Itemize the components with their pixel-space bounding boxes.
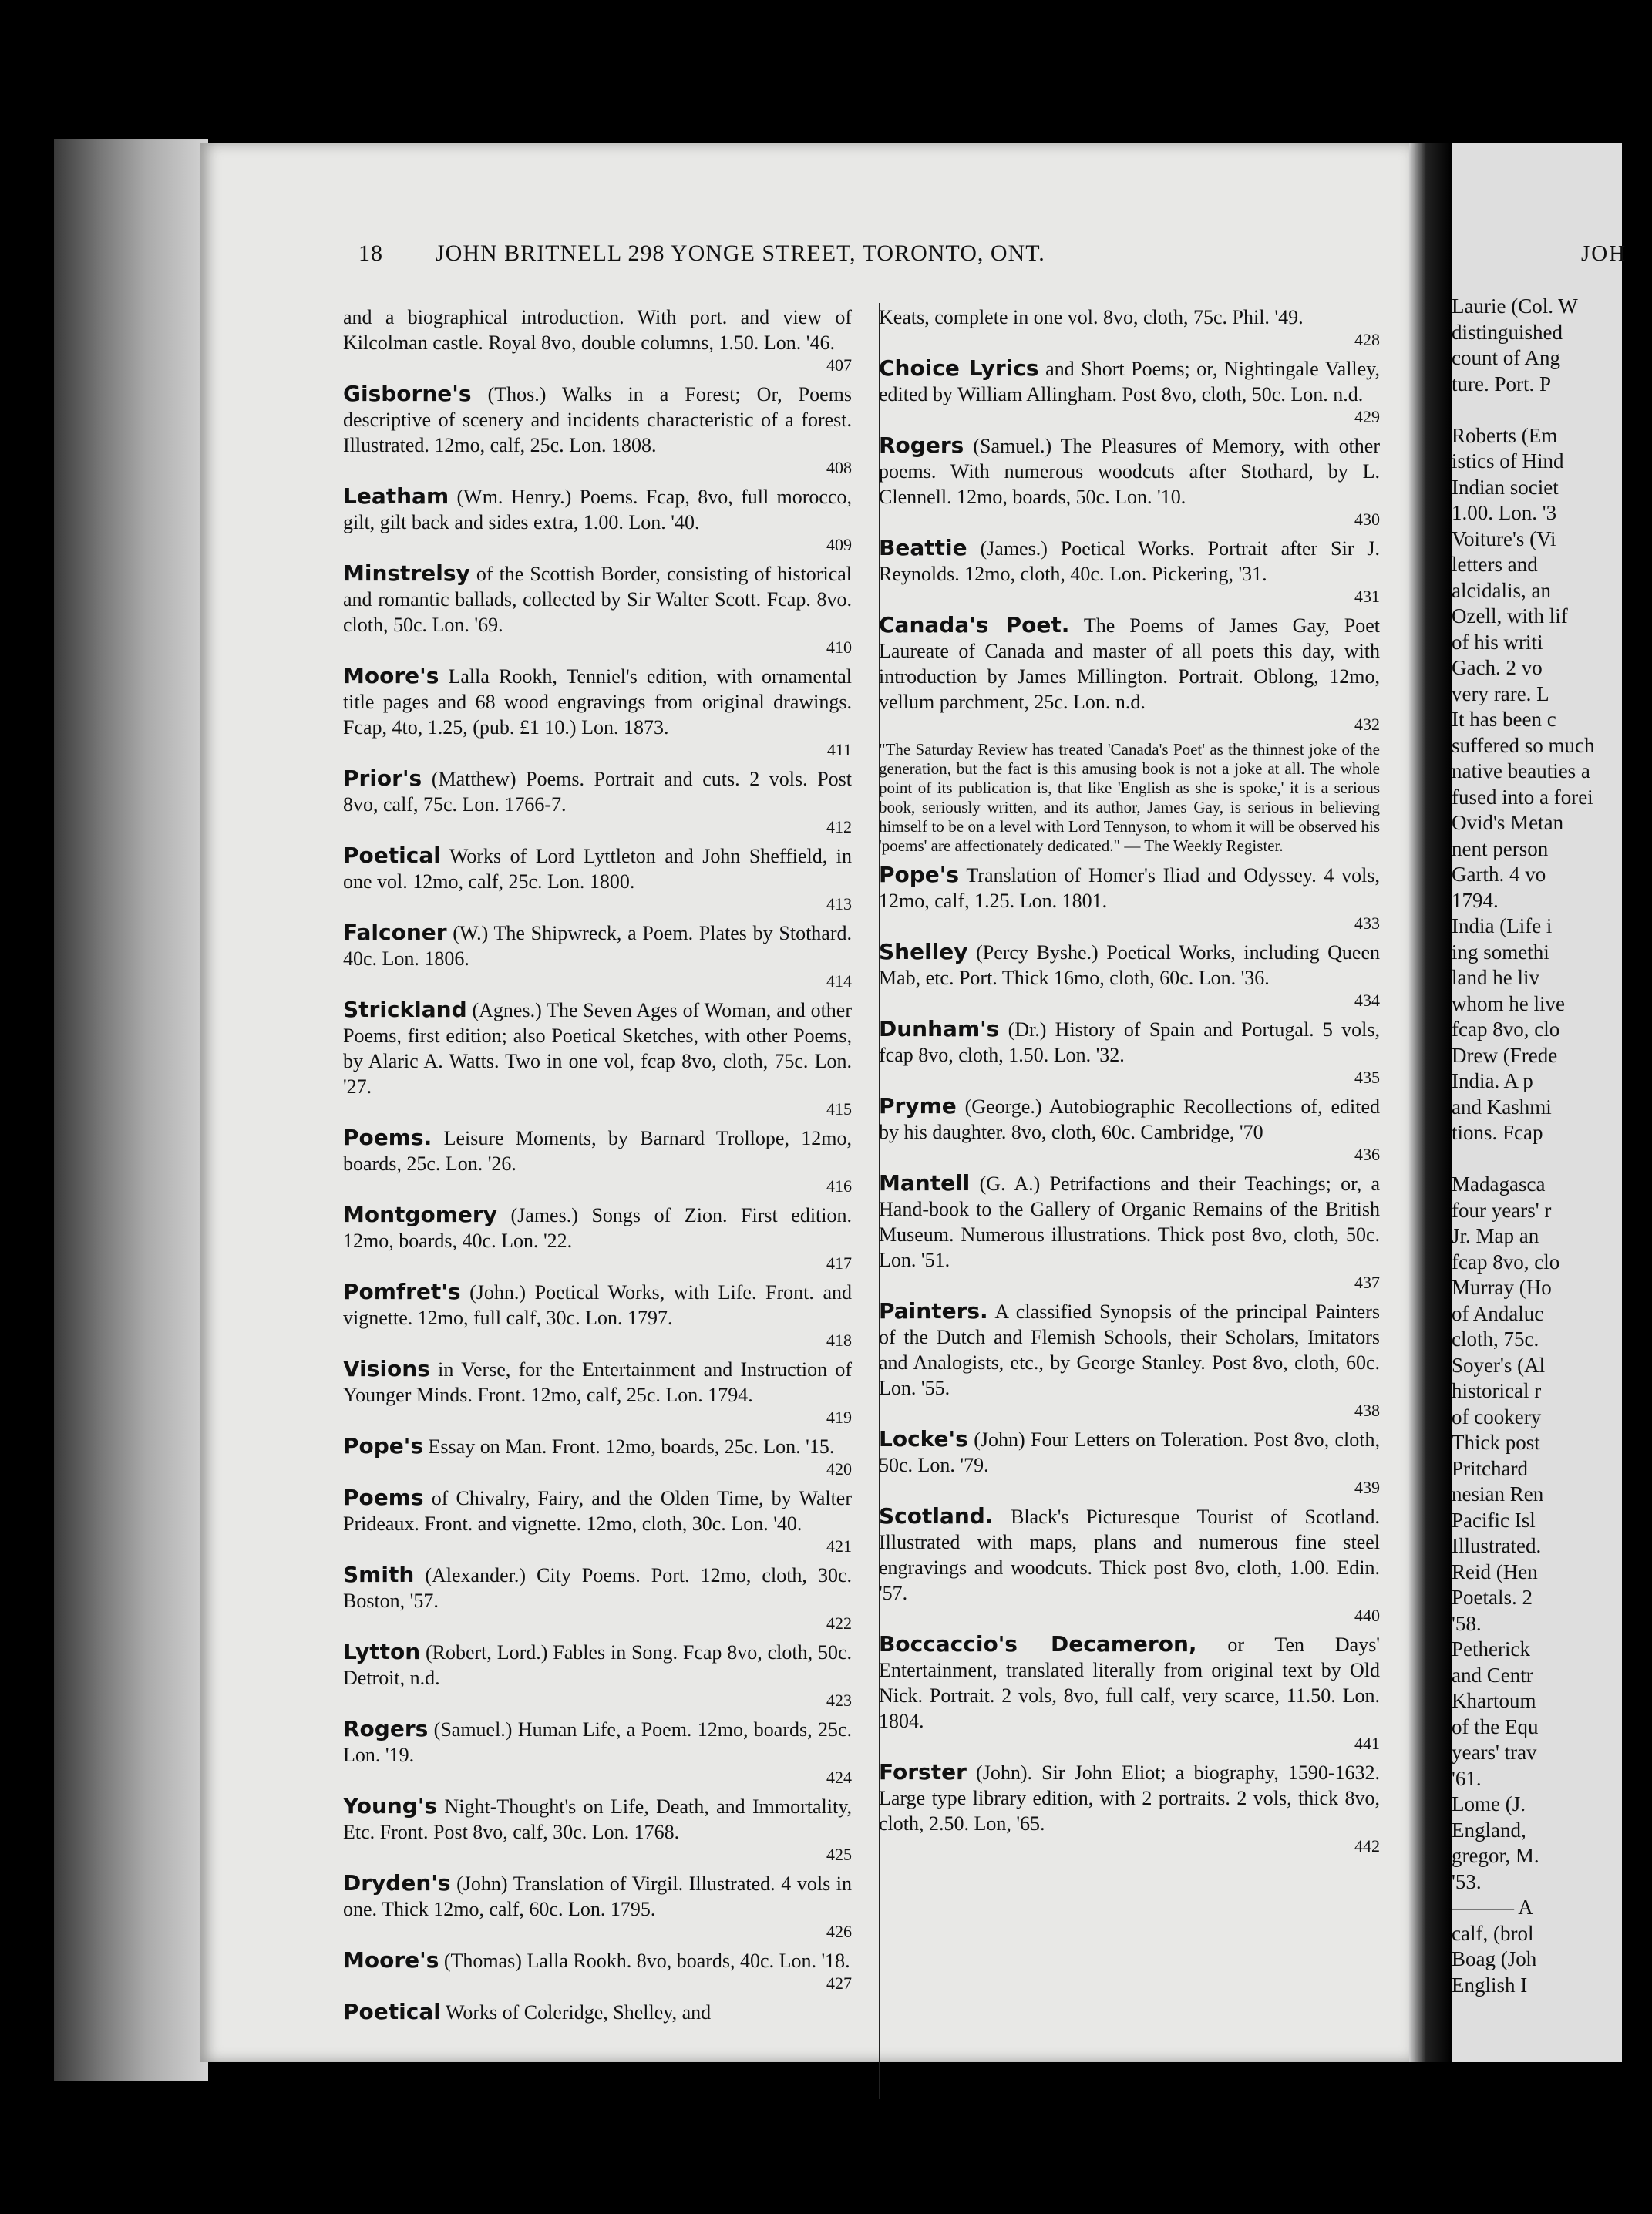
catalogue-entry [879,432,1380,530]
catalogue-entry [343,483,852,555]
review-quote: "The Saturday Review has treated 'Canada's Poet' as the thinnest joke of the generation, but the fact is this amusing book is not a joke at all. The whole point of its publication is, that like 'English as she is spoke,' it is a serious book, seriously written, and its author, James Gay, is serious in believing himself to be on a level with Lord Tennyson, to whom it will be observed his 'poems' are affectionately dedicated." — The Weekly Register. [879,740,1380,855]
catalogue-entry [343,1870,852,1942]
entry-number: 440 [1354,1606,1380,1625]
entry-description: in Verse, for the Entertainment and Instruction of Younger Minds. Front. 12mo, calf, 25c. Lon. 1794. [343,1358,852,1406]
entry-number: 436 [1354,1145,1380,1164]
catalogue-entry [343,305,852,375]
facing-page-column [1452,294,1652,1998]
facing-page-line: Voiture's (Vi [1452,527,1556,550]
entry-description: (Agnes.) The Seven Ages of Woman, and other Poems, first edition; also Poetical Sketches, with other Poems, by Alaric A. Watts. Two in one vol, fcap 8vo, cloth, 75c. Lon. '27. [343,999,852,1098]
entry-description: (Wm. Henry.) Poems. Fcap, 8vo, full morocco, gilt, gilt back and sides extra, 1.00. Lon. '40. [343,486,852,533]
catalogue-entry [343,1999,852,2025]
facing-page-line: of the Equ [1452,1714,1539,1738]
entry-keyword: Young's [343,1793,438,1819]
entry-number: 410 [826,638,852,657]
catalogue-entry [879,612,1380,735]
facing-page-line: England, [1452,1818,1526,1842]
facing-page-line: It has been c [1452,708,1556,731]
facing-page-line: ——— A [1452,1896,1533,1919]
entry-keyword: Forster [879,1759,967,1785]
entry-description: Translation of Homer's Iliad and Odyssey. 4 vols, 12mo, calf, 1.25. Lon. 1801. [879,864,1381,912]
entry-keyword: Falconer [343,920,447,945]
catalogue-entry [343,1639,852,1711]
entry-description: (Robert, Lord.) Fables in Song. Fcap 8vo, cloth, 50c. Detroit, n.d. [343,1641,852,1689]
facing-page-line: Ozell, with lif [1452,604,1568,628]
facing-page-line: of his writi [1452,630,1543,654]
facing-page-line: Roberts (Em [1452,423,1558,447]
entry-number: 407 [826,355,852,375]
entry-keyword: Painters. [879,1298,988,1324]
catalogue-entry [879,1426,1380,1498]
facing-page-line: Boag (Joh [1452,1947,1537,1970]
catalogue-entry [343,1716,852,1788]
entry-number: 411 [826,740,852,759]
facing-page-line: gregor, M. [1452,1844,1539,1867]
entry-description: of Chivalry, Fairy, and the Olden Time, by Walter Prideaux. Front. and vignette. 12mo, cloth, 30c. Lon. '40. [343,1487,852,1535]
entry-keyword: Choice Lyrics [879,355,1039,381]
facing-page-line: '53. [1452,1869,1482,1893]
entry-number: 422 [826,1613,852,1633]
facing-page-line [1452,397,1652,423]
entry-description: (John.) Poetical Works, with Life. Front. and vignette. 12mo, full calf, 30c. Lon. 1797. [343,1281,853,1329]
entry-number: 420 [826,1459,852,1479]
entry-number: 427 [826,1973,852,1993]
facing-page-line: count of Ang [1452,346,1560,369]
entry-keyword: Poetical [343,843,441,868]
entry-keyword: Dryden's [343,1870,451,1896]
facing-page-line: 1.00. Lon. '3 [1452,501,1557,524]
book-gutter [1409,143,1452,2062]
facing-page-line: Madagasca [1452,1173,1546,1196]
entry-number: 425 [826,1845,852,1864]
catalogue-entry [343,560,852,658]
catalogue-entry [343,1433,852,1479]
entry-number: 416 [826,1176,852,1196]
facing-page-line: Illustrated. [1452,1534,1542,1557]
running-header [358,241,1384,271]
right-column [879,305,1380,1862]
entry-keyword: Locke's [879,1426,968,1452]
entry-description: Essay on Man. Front. 12mo, boards, 25c. Lon. '15. [428,1435,835,1458]
facing-page-line: fcap 8vo, clo [1452,1250,1560,1274]
entry-keyword: Beattie [879,535,967,560]
facing-page-line: '58. [1452,1611,1482,1635]
entry-number: 438 [1354,1401,1380,1420]
entry-number: 442 [1354,1836,1380,1856]
facing-page-line: nent person [1452,836,1549,860]
facing-page-line: Poetals. 2 [1452,1586,1533,1609]
entry-keyword: Pryme [879,1093,957,1119]
facing-page-line: India (Life i [1452,914,1553,937]
entry-keyword: Visions [343,1356,430,1381]
running-head-text: JOHN BRITNELL 298 YONGE STREET, TORONTO, ONT. [436,241,1045,266]
entry-keyword: Poems [343,1485,424,1510]
catalogue-entry [343,1279,852,1351]
book-page-edges [54,139,208,2081]
facing-page-line: 1794. [1452,888,1499,912]
catalogue-entry [343,1202,852,1274]
entry-description: (James.) Poetical Works. Portrait after Sir J. Reynolds. 12mo, cloth, 40c. Lon. Pickering, '31. [879,537,1380,585]
entry-number: 421 [826,1536,852,1556]
entry-description: Leisure Moments, by Barnard Trollope, 12mo, boards, 25c. Lon. '26. [343,1127,852,1175]
facing-page-line: English I [1452,1973,1528,1997]
entry-description: (John). Sir John Eliot; a biography, 1590-1632. Large type library edition, with 2 portraits. 2 vols, thick 8vo, cloth, 2.50. Lon, '65. [879,1761,1381,1835]
entry-description: (W.) The Shipwreck, a Poem. Plates by Stothard. 40c. Lon. 1806. [343,922,852,970]
facing-page-line: cloth, 75c. [1452,1327,1539,1351]
entry-keyword: Minstrelsy [343,560,470,586]
facing-page-line: nesian Ren [1452,1482,1544,1506]
entry-keyword: Shelley [879,939,968,964]
entry-description: (Dr.) History of Spain and Portugal. 5 vols, fcap 8vo, cloth, 1.50. Lon. '32. [879,1018,1381,1066]
entry-keyword: Gisborne's [343,381,472,406]
entry-description: (Percy Byshe.) Poetical Works, including Queen Mab, etc. Port. Thick 16mo, cloth, 60c. Lon. '36. [879,941,1380,989]
entry-number: 441 [1354,1734,1380,1753]
entry-number: 419 [826,1408,852,1427]
facing-page-line: suffered so much [1452,733,1595,757]
entry-number: 434 [1354,991,1380,1010]
entry-number: 429 [1354,407,1380,426]
facing-page-line: Reid (Hen [1452,1560,1538,1583]
facing-page-line: whom he live [1452,991,1565,1015]
facing-page-line: '61. [1452,1766,1482,1790]
facing-page-line: and Centr [1452,1663,1533,1687]
entry-description: (James.) Songs of Zion. First edition. 12mo, boards, 40c. Lon. '22. [343,1204,852,1252]
catalogue-entry [343,381,852,478]
catalogue-entry [879,1759,1380,1856]
catalogue-entry [879,1170,1380,1293]
facing-page-line: Petherick [1452,1637,1530,1660]
entry-number: 417 [826,1253,852,1273]
entry-description: (Alexander.) City Poems. Port. 12mo, cloth, 30c. Boston, '57. [343,1564,853,1612]
entry-number: 435 [1354,1068,1380,1087]
entry-description: A classified Synopsis of the principal Painters of the Dutch and Flemish Schools, their Scholars, Imitators and Analogists, etc., by George Stanley. Post 8vo, cloth, 60c. Lon. '55. [879,1300,1380,1399]
entry-number: 408 [826,458,852,477]
entry-keyword: Moore's [343,1947,439,1973]
facing-page-line: very rare. L [1452,681,1549,705]
entry-description: or Ten Days' Entertainment, translated literally from original text by Old Nick. Portrait. 2 vols, 8vo, full calf, very scarce, 11.50. Lon. 1804. [879,1634,1380,1732]
entry-description: The Poems of James Gay, Poet Laureate of Canada and master of all poets this day, with introduction by James Millington. Portrait. Oblong, 12mo, vellum parchment, 25c. Lon. n.d. [879,614,1380,713]
facing-page-line: Drew (Frede [1452,1043,1558,1067]
catalogue-entry [879,355,1380,427]
entry-keyword: Poems. [343,1125,432,1150]
entry-keyword: Lytton [343,1639,421,1664]
entry-description: (Thos.) Walks in a Forest; Or, Poems descriptive of scenery and incidents characteristic of a forest. Illustrated. 12mo, calf, 25c. Lon. 1808. [343,383,852,456]
catalogue-entry [343,1947,852,1994]
page-number: 18 [358,241,383,266]
catalogue-entry [879,1016,1380,1088]
entry-number: 413 [826,894,852,914]
entry-number: 433 [1354,914,1380,933]
left-column [343,305,852,2031]
catalogue-entry [343,997,852,1119]
entry-keyword: Rogers [343,1716,429,1741]
entry-description: (G. A.) Petrifactions and their Teachings; or, a Hand-book to the Gallery of Organic Remains of the British Museum. Numerous illustrations. Thick post 8vo, cloth, 50c. Lon. '51. [879,1173,1381,1271]
facing-page-line: calf, (brol [1452,1921,1534,1945]
entry-description: Works of Coleridge, Shelley, and [445,2001,712,2024]
catalogue-entry [879,939,1380,1011]
entry-keyword: Mantell [879,1170,971,1196]
entry-number: 412 [826,817,852,836]
facing-page-line: Garth. 4 vo [1452,863,1546,886]
facing-page-line: fcap 8vo, clo [1452,1018,1560,1041]
catalogue-entry [343,1125,852,1196]
facing-page-line: of Andaluc [1452,1301,1544,1325]
entry-description: (George.) Autobiographic Recollections of, edited by his daughter. 8vo, cloth, 60c. Cambridge, '70 [879,1095,1381,1143]
entry-keyword: Canada's Poet. [879,612,1070,638]
entry-description: (John) Translation of Virgil. Illustrated. 4 vols in one. Thick 12mo, calf, 60c. Lon. 1795. [343,1872,853,1920]
facing-page-line: years' trav [1452,1741,1537,1764]
facing-page-line: Murray (Ho [1452,1276,1552,1299]
entry-number: 439 [1354,1478,1380,1497]
catalogue-entry [343,1356,852,1428]
entry-number: 431 [1354,587,1380,606]
entry-description: Black's Picturesque Tourist of Scotland. Illustrated with maps, plans and numerous fine steel engravings and woodcuts. Thick post 8vo, cloth, 1.00. Edin. '57. [879,1506,1381,1604]
catalogue-entry [343,663,852,760]
catalogue-entry [879,305,1380,350]
facing-page-line: of cookery [1452,1405,1542,1428]
catalogue-entry [879,1298,1380,1421]
entry-description: of the Scottish Border, consisting of historical and romantic ballads, collected by Sir Walter Scott. Fcap. 8vo. cloth, 50c. Lon. '69. [343,563,852,636]
facing-page-line: Indian societ [1452,475,1559,499]
facing-page-line: Soyer's (Al [1452,1353,1546,1377]
facing-page-line: tions. Fcap [1452,1121,1543,1144]
entry-number: 432 [1354,715,1380,734]
facing-page-line: ing somethi [1452,940,1549,964]
entry-description: Night-Thought's on Life, Death, and Immortality, Etc. Front. Post 8vo, calf, 30c. Lon. 1768. [343,1795,853,1843]
entry-number: 414 [826,971,852,991]
catalogue-entry [879,1503,1380,1626]
facing-page-line: Pacific Isl [1452,1508,1536,1532]
entry-keyword: Poetical [343,1999,441,2024]
entry-keyword: Leatham [343,483,449,509]
entry-keyword: Smith [343,1562,415,1587]
facing-page-line: letters and [1452,553,1538,576]
facing-page-line: Gach. 2 vo [1452,656,1543,679]
catalogue-entry [879,862,1380,934]
catalogue-entry [343,765,852,837]
facing-page-line: Jr. Map an [1452,1224,1539,1247]
entry-number: 423 [826,1691,852,1710]
entry-number: 437 [1354,1273,1380,1292]
catalogue-entry [879,535,1380,607]
facing-page-line: fused into a forei [1452,785,1593,809]
facing-page-line: Lome (J. [1452,1792,1526,1815]
entry-description: (Thomas) Lalla Rookh. 8vo, boards, 40c. Lon. '18. [443,1950,850,1972]
entry-description: (John) Four Letters on Toleration. Post 8vo, cloth, 50c. Lon. '79. [879,1428,1380,1476]
entry-keyword: Montgomery [343,1202,497,1227]
entry-keyword: Moore's [343,663,439,688]
facing-page-line: distinguished [1452,320,1563,344]
catalogue-entry [343,843,852,914]
entry-description: and a biographical introduction. With port. and view of Kilcolman castle. Royal 8vo, double columns, 1.50. Lon. '46. [343,306,852,354]
facing-page-line: native beauties a [1452,759,1590,782]
facing-page-line: Khartoum [1452,1689,1536,1712]
entry-description: Works of Lord Lyttleton and John Sheffield, in one vol. 12mo, calf, 25c. Lon. 1800. [343,845,853,893]
facing-page-line: Ovid's Metan [1452,811,1564,834]
facing-page-line: ture. Port. P [1452,372,1552,395]
facing-page-line: Thick post [1452,1431,1540,1454]
entry-number: 426 [826,1922,852,1941]
facing-page-line: Pritchard [1452,1456,1528,1480]
facing-page-line: four years' r [1452,1198,1552,1222]
entry-description: (Samuel.) Human Life, a Poem. 12mo, boards, 25c. Lon. '19. [343,1718,852,1766]
catalogue-entry [343,1562,852,1634]
entry-description: Lalla Rookh, Tenniel's edition, with ornamental title pages and 68 wood engravings from original drawings. Fcap, 4to, 1.25, (pub. £1 10.) Lon. 1873. [343,665,852,739]
entry-keyword: Pope's [343,1433,424,1459]
entry-keyword: Rogers [879,432,964,458]
entry-number: 430 [1354,510,1380,529]
entry-keyword: Prior's [343,765,422,791]
entry-number: 409 [826,535,852,554]
facing-page-head: JOH [1581,241,1627,266]
facing-page-line: istics of Hind [1452,449,1564,473]
entry-number: 415 [826,1099,852,1119]
entry-description: and Short Poems; or, Nightingale Valley, edited by William Allingham. Post 8vo, cloth, 50c. Lon. n.d. [879,358,1380,405]
entry-description: (Samuel.) The Pleasures of Memory, with other poems. With numerous woodcuts after Stothard, by L. Clennell. 12mo, boards, 50c. Lon. '10. [879,435,1381,508]
catalogue-entry [343,920,852,991]
entry-keyword: Scotland. [879,1503,994,1529]
catalogue-entry [879,1093,1380,1165]
facing-page-line: land he liv [1452,966,1539,989]
entry-keyword: Pomfret's [343,1279,461,1304]
facing-page-line: and Kashmi [1452,1095,1552,1119]
entry-keyword: Strickland [343,997,467,1022]
facing-page [1452,143,1627,2062]
entry-description: Keats, complete in one vol. 8vo, cloth, 75c. Phil. '49. [879,306,1304,328]
catalogue-entry [879,1631,1380,1754]
facing-page-line: historical r [1452,1379,1542,1402]
entry-keyword: Pope's [879,862,960,887]
entry-number: 428 [1354,330,1380,349]
entry-description: (Matthew) Poems. Portrait and cuts. 2 vols. Post 8vo, calf, 75c. Lon. 1766-7. [343,768,853,816]
entry-keyword: Dunham's [879,1016,1000,1041]
facing-page-line: India. A p [1452,1069,1533,1092]
catalogue-entry [343,1793,852,1865]
facing-page-line [1452,1146,1652,1173]
entry-number: 418 [826,1331,852,1350]
facing-page-line: Laurie (Col. W [1452,294,1578,318]
facing-page-line: alcidalis, an [1452,578,1551,602]
catalogue-entry [343,1485,852,1556]
entry-keyword: Boccaccio's Decameron, [879,1631,1197,1657]
entry-number: 424 [826,1768,852,1787]
catalogue-page [200,143,1409,2062]
